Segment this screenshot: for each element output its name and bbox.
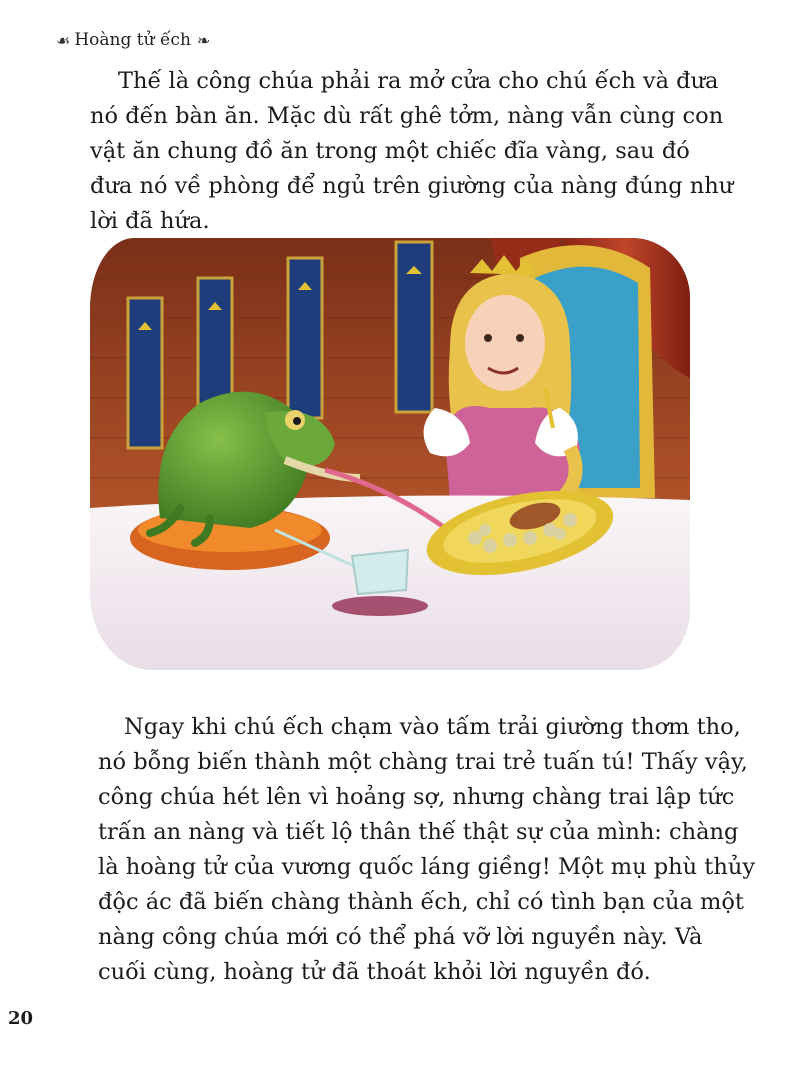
page-number: 20 [8, 1008, 34, 1029]
illustration-frog-princess-dinner [90, 238, 690, 670]
text-line: lời đã hứa. [90, 208, 210, 234]
text-line: là hoàng tử của vương quốc láng giềng! Một mụ phù thủy [98, 854, 756, 880]
story-paragraph-1 [90, 64, 770, 239]
text-line: đưa nó về phòng để ngủ trên giường của nàng đúng như [90, 173, 734, 199]
text-line: vật ăn chung đồ ăn trong một chiếc đĩa vàng, sau đó [90, 138, 690, 164]
text-line: độc ác đã biến chàng thành ếch, chỉ có tình bạn của một [98, 889, 744, 915]
text-line: trấn an nàng và tiết lộ thân thế thật sự của mình: chàng [98, 819, 739, 845]
text-line: nó đến bàn ăn. Mặc dù rất ghê tởm, nàng vẫn cùng con [90, 103, 724, 129]
book-title: Hoàng tử ếch [74, 30, 191, 50]
text-line: Ngay khi chú ếch chạm vào tấm trải giường thơm tho, [124, 714, 741, 740]
text-line: công chúa hét lên vì hoảng sợ, nhưng chàng trai lập tức [98, 784, 735, 810]
story-paragraph-2 [98, 710, 778, 990]
running-header [56, 30, 208, 50]
text-line: cuối cùng, hoàng tử đã thoát khỏi lời nguyền đó. [98, 959, 651, 985]
text-line: nó bỗng biến thành một chàng trai trẻ tuấn tú! Thấy vậy, [98, 749, 748, 775]
right-ornament-icon: ❧ [196, 30, 209, 50]
left-ornament-icon: ☙ [56, 30, 69, 50]
text-line: nàng công chúa mới có thể phá vỡ lời nguyền này. Và [98, 924, 703, 950]
text-line: Thế là công chúa phải ra mở cửa cho chú ếch và đưa [118, 68, 719, 94]
